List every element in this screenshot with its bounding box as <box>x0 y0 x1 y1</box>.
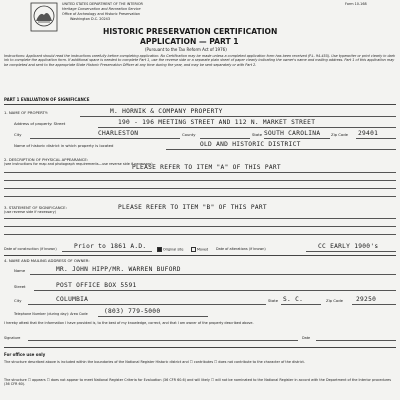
description-value[interactable]: PLEASE REFER TO ITEM "A" OF THIS PART <box>132 164 281 171</box>
form-subtitle: APPLICATION — PART 1 <box>140 37 239 46</box>
phone-label: Telephone Number (during day): Area Code <box>14 312 88 316</box>
district-line <box>166 149 396 150</box>
city-label: City <box>14 132 22 137</box>
description-line-4 <box>4 196 396 197</box>
date-label: Date <box>302 336 311 340</box>
city-line <box>30 138 180 139</box>
owner-street-value[interactable]: POST OFFICE BOX 5591 <box>56 282 137 289</box>
property-name-line <box>80 116 396 117</box>
district-label: Name of historic district in which property is located <box>14 143 114 148</box>
owner-rule <box>4 255 396 256</box>
owner-zip-line <box>352 304 396 305</box>
significance-value[interactable]: PLEASE REFER TO ITEM "B" OF THIS PART <box>118 204 267 211</box>
city-value[interactable]: CHARLESTON <box>98 130 139 137</box>
office-use-heading: For office use only <box>4 352 46 357</box>
significance-line-2 <box>4 226 396 227</box>
owner-zip-label: Zip Code <box>326 298 343 303</box>
form-title: HISTORIC PRESERVATION CERTIFICATION <box>103 27 278 36</box>
form-number: Form 10-168 <box>345 2 367 6</box>
zip-line <box>356 138 396 139</box>
agency-line-4: Washington D.C. 20243 <box>70 17 110 21</box>
description-line-2 <box>4 180 396 181</box>
county-line <box>200 138 250 139</box>
significance-note: (use reverse side if necessary) <box>4 210 56 214</box>
office-use-rule <box>4 347 396 348</box>
date-line[interactable] <box>316 340 396 341</box>
signature-line[interactable] <box>28 340 298 341</box>
property-name-value[interactable]: M. HORNIK & COMPANY PROPERTY <box>110 108 223 115</box>
agency-line-1: UNITED STATES DEPARTMENT OF THE INTERIOR <box>62 2 143 6</box>
description-note: (see instructions for map and photograph requirements—use reverse side if necessary) <box>4 162 153 166</box>
zip-value[interactable]: 29401 <box>358 130 379 137</box>
instructions-text: Instructions: Applicant should read the instructions carefully before completing application. No Certification may be made unless a completed application form has been received (P.L. 94-455). Use typewriter or print clearly in dark ink to complete the application form. If additional space is needed to complete Part 1, use the reverse side or a separate plain sheet of paper clearly indicating the owner's name and mailing address. Part 1 of this application may be completed and sent to the appropriate State Historic Preservation Officer at any time during the year, and may be sent separately or with Part 2. <box>4 54 396 67</box>
certification-statement: I hereby attest that the information I have provided is, to the best of my knowledge, correct, and that I am owner of the property described above. <box>4 321 254 325</box>
address-value[interactable]: 190 - 196 MEETING STREET AND 112 N. MARKET STREET <box>118 119 316 126</box>
district-value[interactable]: OLD AND HISTORIC DISTRICT <box>200 141 301 148</box>
original-site-label: Original site <box>163 247 184 252</box>
alterations-value[interactable]: CC EARLY 1900's <box>318 243 379 250</box>
original-site-checkbox[interactable] <box>157 247 162 252</box>
address-line <box>98 127 396 128</box>
owner-state-value[interactable]: S. C. <box>283 296 304 303</box>
significance-label: 3. STATEMENT OF SIGNIFICANCE: <box>4 205 67 210</box>
alterations-label: Date of alterations (if known) <box>216 247 266 251</box>
form-act-reference: (Pursuant to the Tax Reform Act of 1976) <box>145 47 227 52</box>
description-line-3 <box>4 188 396 189</box>
moved-checkbox[interactable] <box>191 247 196 252</box>
moved-label: Moved <box>197 247 209 252</box>
part1-heading: PART 1 EVALUATION OF SIGNIFICANCE <box>4 97 90 102</box>
office-use-line-1: The structure described above is included within the boundaries of the National Register Historic district and ☐ contributes ☐ does not contribute to the character of the district. <box>4 360 305 364</box>
state-line <box>264 138 330 139</box>
construction-line <box>62 251 152 252</box>
moved-option[interactable] <box>190 247 208 252</box>
state-value[interactable]: SOUTH CAROLINA <box>264 130 321 137</box>
phone-line <box>98 316 208 317</box>
agency-seal <box>30 2 58 36</box>
part1-rule <box>4 104 396 105</box>
owner-city-label: City <box>14 298 22 303</box>
owner-city-value[interactable]: COLUMBIA <box>56 296 89 303</box>
significance-line-1 <box>4 218 396 219</box>
description-line-1 <box>4 172 396 173</box>
owner-street-line <box>34 290 396 291</box>
construction-value[interactable]: Prior to 1861 A.D. <box>74 243 147 250</box>
original-site-option[interactable] <box>156 247 183 252</box>
county-label: County <box>182 132 196 137</box>
owner-state-line <box>281 304 321 305</box>
significance-line-3 <box>4 234 396 235</box>
description-label: 2. DESCRIPTION OF PHYSICAL APPEARANCE: <box>4 157 89 162</box>
owner-street-label: Street <box>14 284 26 289</box>
office-use-line-2: The structure ☐ appears ☐ does not appear to meet National Register Criteria for Evaluation (36 CFR 60.6) and will likely ☐ will not be nominated to the National Register in accord with the Department of the Interior procedures (36 CFR 60). <box>4 378 391 387</box>
agency-line-3: Office of Archeology and Historic Preservation <box>62 12 140 16</box>
property-name-label: 1. NAME OF PROPERTY: <box>4 110 48 115</box>
owner-name-value[interactable]: MR. JOHN HIPP/MR. WARREN BUFORD <box>56 266 181 273</box>
owner-state-label: State <box>268 298 279 303</box>
owner-name-line <box>30 274 396 275</box>
owner-heading: 4. NAME AND MAILING ADDRESS OF OWNER: <box>4 258 90 263</box>
alterations-line <box>306 251 396 252</box>
owner-zip-value[interactable]: 29250 <box>356 296 377 303</box>
owner-name-label: Name <box>14 268 26 273</box>
phone-value[interactable]: (803) 779-5000 <box>104 308 161 315</box>
address-label: Address of property: Street <box>14 121 66 126</box>
agency-line-2: Heritage Conservation and Recreation Service <box>62 7 141 11</box>
owner-city-line <box>28 304 266 305</box>
signature-label: Signature <box>4 336 21 340</box>
zip-label: Zip Code <box>331 132 348 137</box>
construction-label: Date of construction (if known) <box>4 247 57 251</box>
state-label: State <box>252 132 263 137</box>
